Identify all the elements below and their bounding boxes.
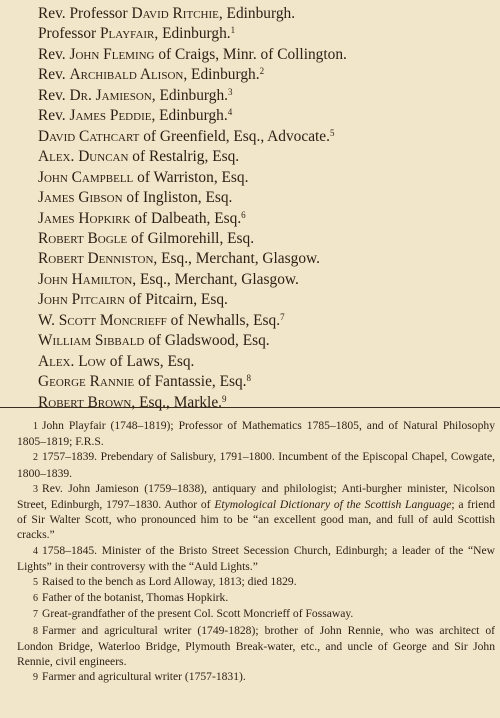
footnote-marker: 6 xyxy=(241,209,246,220)
member-detail: , Esq., Merchant, Glasgow. xyxy=(153,250,320,268)
footnote xyxy=(17,590,495,606)
footnote-text: 1757–1839. Prebendary of Salisbury, 1791–1800. Incumbent of the Episcopal Chapel, Cowgate, 1800–1839. xyxy=(17,450,495,480)
footnote-marker: 5 xyxy=(329,127,335,138)
member-name: James Peddie xyxy=(69,107,152,125)
footnote xyxy=(17,574,495,590)
member-line xyxy=(38,229,488,249)
footnote-text: Rev. John Jamieson (1759–1838), antiquary and philologist; Anti-burgher minister, Nicolson Street, Edinburgh, 1797–1830. Author of xyxy=(17,481,495,512)
member-detail: of Greenfield, Esq., Advocate. xyxy=(139,127,330,145)
member-detail: of Craigs, Minr. of Collington. xyxy=(154,45,347,63)
member-line xyxy=(38,331,488,351)
footnotes xyxy=(17,418,495,685)
member-detail: of Pitcairn, Esq. xyxy=(124,291,228,309)
footnote-text: Great-grandfather of the present Col. Scott Moncrieff of Fossaway. xyxy=(42,607,354,621)
member-name: Playfair xyxy=(99,25,155,43)
member-detail: , Edinburgh. xyxy=(183,66,260,84)
footnote-marker: 7 xyxy=(280,311,285,322)
footnote-number: 3 xyxy=(33,483,38,495)
member-prefix: Rev. xyxy=(38,107,70,125)
member-name: David Ritchie xyxy=(131,5,219,22)
footnote-divider xyxy=(0,407,500,408)
member-detail: , Edinburgh. xyxy=(218,5,296,22)
member-name: Robert Bogle xyxy=(38,229,128,247)
member-detail: , Esq., Markle. xyxy=(131,393,223,411)
member-line xyxy=(38,393,488,413)
member-line xyxy=(38,352,488,372)
footnote-number: 2 xyxy=(33,452,38,464)
footnote-number: 9 xyxy=(33,672,38,684)
footnote-italic-text: Etymological Dictionary of the Scottish Language xyxy=(214,498,452,512)
member-line xyxy=(38,249,488,269)
member-list xyxy=(38,4,488,413)
member-name: William Sibbald xyxy=(38,332,145,350)
member-name: James Hopkirk xyxy=(38,209,131,227)
footnote xyxy=(17,623,495,670)
footnote-text: 1758–1845. Minister of the Bristo Street Secession Church, Edinburgh; a leader of the “New Lights” in their controversy with the “Auld Lights.” xyxy=(17,543,495,573)
member-name: David Cathcart xyxy=(38,127,140,145)
member-name: Alex. Low xyxy=(38,352,106,370)
member-name: George Rannie xyxy=(38,373,135,391)
member-line xyxy=(38,290,488,310)
footnote-text: Father of the botanist, Thomas Hopkirk. xyxy=(42,591,229,605)
footnote-marker: 3 xyxy=(228,86,233,97)
member-line xyxy=(38,270,488,290)
footnote-number: 7 xyxy=(33,609,38,621)
member-prefix: Professor xyxy=(38,25,100,43)
footnote xyxy=(17,606,495,622)
member-detail: of Fantassie, Esq. xyxy=(134,373,247,391)
member-detail: , Edinburgh. xyxy=(151,107,228,125)
member-line xyxy=(38,45,488,65)
member-detail: of Restalrig, Esq. xyxy=(128,148,240,166)
member-name: James Gibson xyxy=(38,189,123,207)
member-detail: of Gladswood, Esq. xyxy=(144,332,270,350)
member-prefix: Rev. Professor xyxy=(38,5,132,22)
footnote xyxy=(17,543,495,574)
member-name: Archibald Alison xyxy=(69,66,184,84)
member-line xyxy=(38,127,488,147)
footnote-marker: 8 xyxy=(246,373,252,384)
member-name: Alex. Duncan xyxy=(38,148,129,166)
footnote-text: Farmer and agricultural writer (1749-1828); brother of John Rennie, who was architect of London Bridge, Waterloo Bridge, Plymouth Break-water, etc., and uncle of George and Sir John Rennie, civil engineers. xyxy=(17,623,495,669)
member-name: Robert Brown xyxy=(38,393,132,411)
footnote-marker: 4 xyxy=(227,107,233,118)
member-line xyxy=(38,86,488,106)
footnote-text: Farmer and agricultural writer (1757-1831). xyxy=(42,670,246,684)
footnote-number: 5 xyxy=(33,577,38,589)
member-prefix: Rev. xyxy=(38,45,70,63)
member-name: Dr. Jamieson xyxy=(69,86,152,104)
member-detail: of Warriston, Esq. xyxy=(133,168,249,186)
footnote-number: 4 xyxy=(33,545,38,557)
footnote-text-continued: ; a friend of Sir Walter Scott, who pronounced him to be “an excellent good man, and full of auld Scottish cracks.” xyxy=(17,498,495,542)
member-name: John Fleming xyxy=(69,45,155,63)
member-detail: , Edinburgh. xyxy=(151,86,228,104)
footnote-number: 6 xyxy=(33,593,38,605)
member-detail: of Dalbeath, Esq. xyxy=(130,209,242,227)
member-line xyxy=(38,311,488,331)
member-line xyxy=(38,106,488,126)
member-prefix: Rev. xyxy=(38,66,70,84)
member-detail: of Gilmorehill, Esq. xyxy=(127,229,255,247)
footnote-marker: 2 xyxy=(259,66,265,77)
member-detail: , Esq., Merchant, Glasgow. xyxy=(132,270,299,288)
member-name: John Hamilton xyxy=(38,270,133,288)
member-line xyxy=(38,24,488,44)
footnote xyxy=(17,418,495,449)
footnote-marker: 1 xyxy=(230,25,236,36)
member-line xyxy=(38,147,488,167)
footnote-number: 1 xyxy=(33,421,38,432)
member-name: Robert Denniston xyxy=(38,250,154,268)
member-detail: of Newhalls, Esq. xyxy=(166,311,281,329)
footnote xyxy=(17,669,495,685)
member-name: John Campbell xyxy=(38,168,134,186)
member-line xyxy=(38,168,488,188)
member-line xyxy=(38,65,488,85)
member-name: W. Scott Moncrieff xyxy=(38,311,167,329)
footnote xyxy=(17,449,495,480)
footnote-number: 8 xyxy=(33,625,38,637)
member-detail: , Edinburgh. xyxy=(154,25,231,43)
footnote-text: John Playfair (1748–1819); Professor of Mathematics 1785–1805, and of Natural Philosophy 1805–1819; F.R.S. xyxy=(17,419,495,449)
member-line xyxy=(38,372,488,392)
member-name: John Pitcairn xyxy=(38,291,125,309)
footnote xyxy=(17,481,495,543)
member-detail: of Laws, Esq. xyxy=(105,352,195,370)
member-line xyxy=(38,209,488,229)
member-line xyxy=(38,4,488,24)
member-prefix: Rev. xyxy=(38,86,70,104)
member-detail: of Ingliston, Esq. xyxy=(122,189,233,207)
footnote-text: Raised to the bench as Lord Alloway, 1813; died 1829. xyxy=(42,575,297,589)
footnote-marker: 9 xyxy=(222,393,227,404)
member-line xyxy=(38,188,488,208)
